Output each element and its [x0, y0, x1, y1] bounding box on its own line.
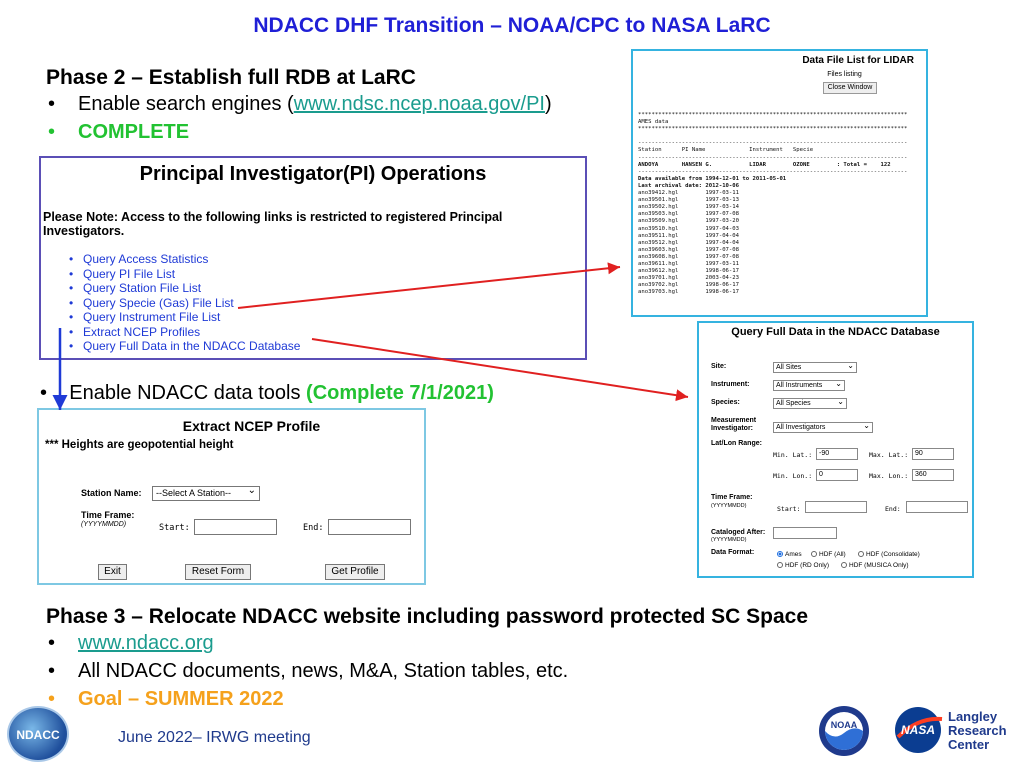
lidar-listing-line: ano39701.hgl 2003-04-23: [638, 275, 740, 282]
format-hdf-consolidate-label: HDF (Consolidate): [866, 551, 920, 558]
tools-bullet-text: Enable NDACC data tools: [69, 382, 307, 404]
latlon-label: Lat/Lon Range:: [711, 440, 762, 447]
get-profile-button[interactable]: Get Profile: [325, 564, 385, 580]
investigator-select[interactable]: All Investigators ⌄: [773, 422, 873, 433]
link-query-access-statistics[interactable]: • Query Access Statistics: [83, 252, 585, 267]
link-query-full-data[interactable]: • Query Full Data in the NDACC Database: [83, 339, 585, 354]
exit-button[interactable]: Exit: [98, 564, 127, 580]
lidar-panel-subtitle: Files listing: [827, 71, 862, 78]
complete-status: COMPLETE: [78, 121, 190, 143]
lidar-listing-line: ano39703.hgl 1998-06-17: [638, 289, 740, 296]
lidar-panel-title: Data File List for LIDAR: [802, 55, 914, 66]
species-select[interactable]: All Species ⌄: [773, 398, 847, 409]
min-lon-label: Min. Lon.:: [773, 472, 813, 480]
pi-panel-title: Principal Investigator(PI) Operations: [139, 163, 487, 185]
instrument-select[interactable]: All Instruments ⌄: [773, 380, 845, 391]
lidar-listing-line: --------------------------------------------------------------------------------: [638, 154, 908, 161]
lidar-listing-line: ano39501.hgl 1997-03-13: [638, 197, 740, 204]
lidar-listing-line: ano39611.hgl 1997-03-11: [638, 260, 740, 267]
cataloged-after-label: Cataloged After:: [711, 529, 766, 536]
format-hdf-rd-label: HDF (RD Only): [785, 562, 830, 569]
link-extract-ncep-profiles[interactable]: • Extract NCEP Profiles: [83, 325, 585, 340]
link-query-instrument-file-list[interactable]: • Query Instrument File List: [83, 310, 585, 325]
station-name-label: Station Name:: [81, 488, 142, 498]
lidar-listing-line: ano39510.hgl 1997-04-03: [638, 225, 740, 232]
start-label: Start:: [777, 505, 801, 513]
station-select[interactable]: --Select A Station-- ⌄: [152, 486, 260, 501]
max-lon-input[interactable]: 360: [912, 469, 954, 481]
lidar-listing-line: ano39503.hgl 1997-07-08: [638, 211, 740, 218]
reset-form-button[interactable]: Reset Form: [185, 564, 251, 580]
ndsc-pi-link[interactable]: www.ndsc.ncep.noaa.gov/PI: [293, 93, 545, 115]
bullet-text-suffix: ): [544, 93, 552, 115]
documents-text: All NDACC documents, news, M&A, Station tables, etc.: [78, 660, 569, 682]
slide-title: NDACC DHF Transition – NOAA/CPC to NASA LaRC: [253, 14, 771, 37]
ndacc-logo: [7, 706, 69, 762]
ncep-heights-note: *** Heights are geopotential height: [45, 439, 234, 451]
lidar-listing-line: ANDOYA HANSEN G. LIDAR OZONE : Total = 122: [638, 161, 891, 168]
lidar-listing-line: --------------------------------------------------------------------------------: [638, 168, 908, 175]
max-lat-input[interactable]: 90: [912, 448, 954, 460]
species-label: Species:: [711, 399, 740, 406]
link-query-pi-file-list[interactable]: • Query PI File List: [83, 267, 585, 282]
lidar-listing-line: Last archival date: 2012-10-06: [638, 182, 740, 189]
phase3-bullet-documents: [46, 657, 808, 685]
phase3-heading: Phase 3 – Relocate NDACC website including password protected SC Space: [46, 605, 809, 628]
lidar-listing-line: ********************************************************************************: [638, 112, 908, 118]
ndacc-logo-text: NDACC: [16, 728, 60, 742]
instrument-label: Instrument:: [711, 381, 750, 388]
site-label: Site:: [711, 363, 727, 370]
nasa-logo-text: NASA: [900, 723, 936, 737]
phase3-section: [46, 605, 808, 713]
max-lon-label: Max. Lon.:: [869, 472, 909, 480]
langley-line-2: Research: [948, 723, 1007, 738]
ncep-time-frame-label: Time Frame:: [81, 510, 135, 520]
lidar-listing-line: ano39509.hgl 1997-03-20: [638, 218, 740, 225]
data-format-label: Data Format:: [711, 549, 755, 556]
query-panel-title: Query Full Data in the NDACC Database: [731, 326, 940, 338]
nasa-logo: [892, 705, 948, 755]
phase2-heading: Phase 2 – Establish full RDB at LaRC: [46, 66, 416, 89]
end-label: End:: [885, 505, 901, 513]
lidar-listing-line: ano39702.hgl 1998-06-17: [638, 282, 740, 289]
lidar-listing-line: ********************************************************************************: [638, 126, 908, 133]
investigator-label-1: Measurement: [711, 417, 757, 424]
arrow-to-lidar: [238, 267, 620, 308]
lidar-listing-line: AMES data: [638, 119, 669, 126]
langley-line-1: Langley: [948, 709, 998, 724]
langley-research-center-logo: [948, 710, 1007, 752]
lidar-listing-line: ano39511.hgl 1997-04-04: [638, 232, 740, 239]
pi-access-note: Please Note: Access to the following links is restricted to registered Principal Investigators.: [43, 210, 503, 238]
min-lat-label: Min. Lat.:: [773, 451, 813, 459]
lidar-listing-line: ano39502.hgl 1997-03-14: [638, 204, 740, 211]
langley-line-3: Center: [948, 737, 990, 752]
lidar-listing-line: --------------------------------------------------------------------------------: [638, 140, 908, 147]
noaa-logo: [818, 705, 870, 757]
investigator-label-2: Investigator:: [711, 425, 754, 432]
bullet-text: Enable search engines (: [78, 93, 294, 115]
close-window-button[interactable]: Close Window: [823, 82, 877, 94]
lidar-listing-line: ano39608.hgl 1997-07-08: [638, 253, 740, 260]
max-lat-label: Max. Lat.:: [869, 451, 909, 459]
link-query-specie-file-list[interactable]: • Query Specie (Gas) File List: [83, 296, 585, 311]
ndacc-org-link[interactable]: www.ndacc.org: [78, 632, 214, 654]
lidar-listing-line: ano39612.hgl 1998-06-17: [638, 268, 740, 275]
format-ames-label: Ames: [785, 551, 802, 558]
phase3-bullet-website: [46, 629, 808, 657]
format-hdf-musica-label: HDF (MUSICA Only): [849, 562, 909, 569]
cataloged-after-format: (YYYYMMDD): [711, 537, 747, 543]
lidar-listing-line: Station PI Name Instrument Specie: [638, 147, 814, 154]
bullet-dot: •: [40, 382, 70, 404]
format-hdf-all-label: HDF (All): [819, 551, 846, 558]
noaa-logo-text: NOAA: [830, 720, 858, 730]
time-frame-format: (YYYYMMDD): [711, 503, 747, 509]
ncep-start-label: Start:: [159, 523, 190, 533]
phase3-bullet-goal: [46, 685, 808, 713]
goal-status: Goal – SUMMER 2022: [78, 688, 284, 710]
arrow-to-query-panel: [312, 339, 688, 397]
ncep-end-label: End:: [303, 523, 324, 533]
link-query-station-file-list[interactable]: • Query Station File List: [83, 281, 585, 296]
lidar-listing-line: ano39603.hgl 1997-07-08: [638, 246, 740, 253]
min-lat-input[interactable]: -90: [816, 448, 858, 460]
tools-complete-status: (Complete 7/1/2021): [306, 382, 494, 404]
site-select[interactable]: All Sites ⌄: [773, 362, 857, 373]
ncep-panel-title: Extract NCEP Profile: [182, 418, 321, 434]
min-lon-input[interactable]: 0: [816, 469, 858, 481]
lidar-listing-line: ano39512.hgl 1997-04-04: [638, 239, 740, 246]
time-frame-label: Time Frame:: [711, 494, 753, 501]
footer-text: June 2022– IRWG meeting: [118, 729, 311, 746]
ncep-time-format: (YYYYMMDD): [81, 521, 127, 528]
lidar-listing-line: Data available from 1994-12-01 to 2011-05-01: [638, 175, 787, 182]
lidar-listing-line: ano39412.hgl 1997-03-11: [638, 190, 740, 197]
